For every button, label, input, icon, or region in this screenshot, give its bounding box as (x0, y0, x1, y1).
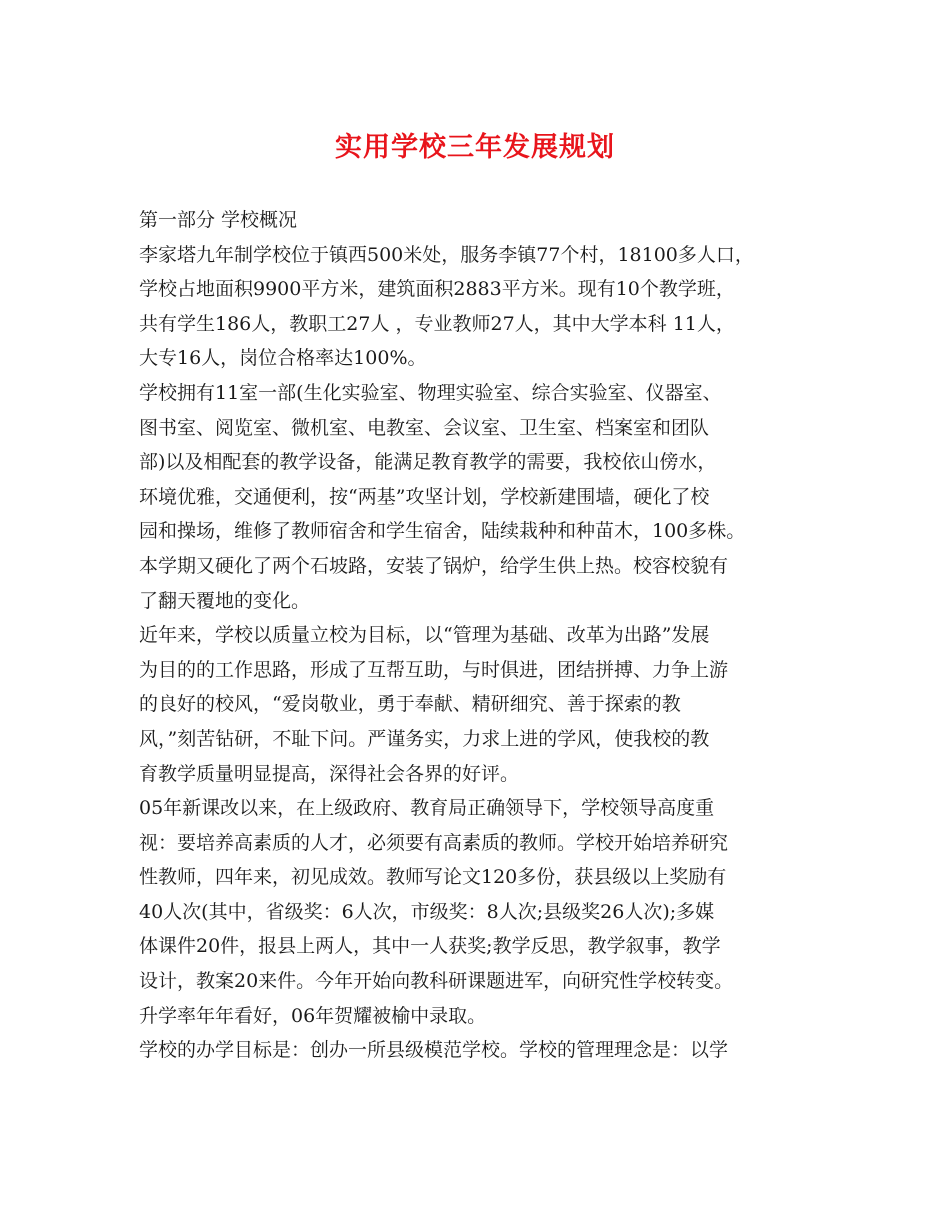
body-line: 体课件20件，报县上两人，其中一人获奖;教学反思，教学叙事，教学 (139, 935, 721, 958)
body-line: 40人次(其中，省级奖：6人次，市级奖：8人次;县级奖26人次);多媒 (139, 900, 715, 923)
body-line: 部)以及相配套的教学设备，能满足教育教学的需要，我校依山傍水， (139, 451, 717, 474)
body-line: 环境优雅，交通便利，按“两基”攻坚计划，学校新建围墙，硬化了校 (139, 485, 710, 508)
body-line: 共有学生186人，教职工27人 ，专业教师27人，其中大学本科 11人， (139, 312, 735, 335)
body-line: 李家塔九年制学校位于镇西500米处，服务李镇77个村，18100多人口， (139, 243, 754, 266)
body-line: 升学率年年看好，06年贺耀被榆中录取。 (139, 1004, 487, 1027)
body-line: 性教师，四年来，初见成效。教师写论文120多份，获县级以上奖励有 (139, 866, 727, 889)
body-line: 图书室、阅览室、微机室、电教室、会议室、卫生室、档案室和团队 (139, 416, 710, 439)
body-line: 的良好的校风，“爱岗敬业，勇于奉献、精研细究、善于探索的教 (139, 693, 681, 716)
body-line: 风，”刻苦钻研，不耻下问。严谨务实，力求上进的学风，使我校的教 (139, 727, 710, 750)
body-line: 本学期又硬化了两个石坡路，安装了锅炉，给学生供上热。校容校貌有 (139, 554, 729, 577)
body-line: 为目的的工作思路，形成了互帮互助，与时俱进，团结拼搏、力争上游 (139, 658, 729, 681)
document-body (139, 203, 839, 1068)
body-line: 了翻天覆地的变化。 (139, 589, 311, 612)
body-line: 设计，教案20来件。今年开始向教科研课题进军，向研究性学校转变。 (139, 970, 734, 993)
body-line: 05年新课改以来，在上级政府、教育局正确领导下，学校领导高度重 (139, 797, 715, 820)
body-line: 大专16人，岗位合格率达100%。 (139, 347, 427, 370)
body-line: 学校占地面积9900平方米，建筑面积2883平方米。现有10个教学班， (139, 278, 735, 301)
body-line: 学校拥有11室一部(生化实验室、物理实验室、综合实验室、仪器室、 (139, 381, 722, 404)
body-line: 园和操场，维修了教师宿舍和学生宿舍，陆续栽种和种苗木，100多株。 (139, 520, 746, 543)
body-line: 学校的办学目标是：创办一所县级模范学校。学校的管理理念是：以学 (139, 1039, 729, 1062)
document-title: 实用学校三年发展规划 (335, 132, 615, 163)
body-line: 近年来，学校以质量立校为目标，以“管理为基础、改革为出路”发展 (139, 624, 710, 647)
body-line: 育教学质量明显提高，深得社会各界的好评。 (139, 762, 520, 785)
body-line: 视：要培养高素质的人才，必须要有高素质的教师。学校开始培养研究 (139, 831, 729, 854)
section-heading: 第一部分 学校概况 (139, 209, 298, 231)
